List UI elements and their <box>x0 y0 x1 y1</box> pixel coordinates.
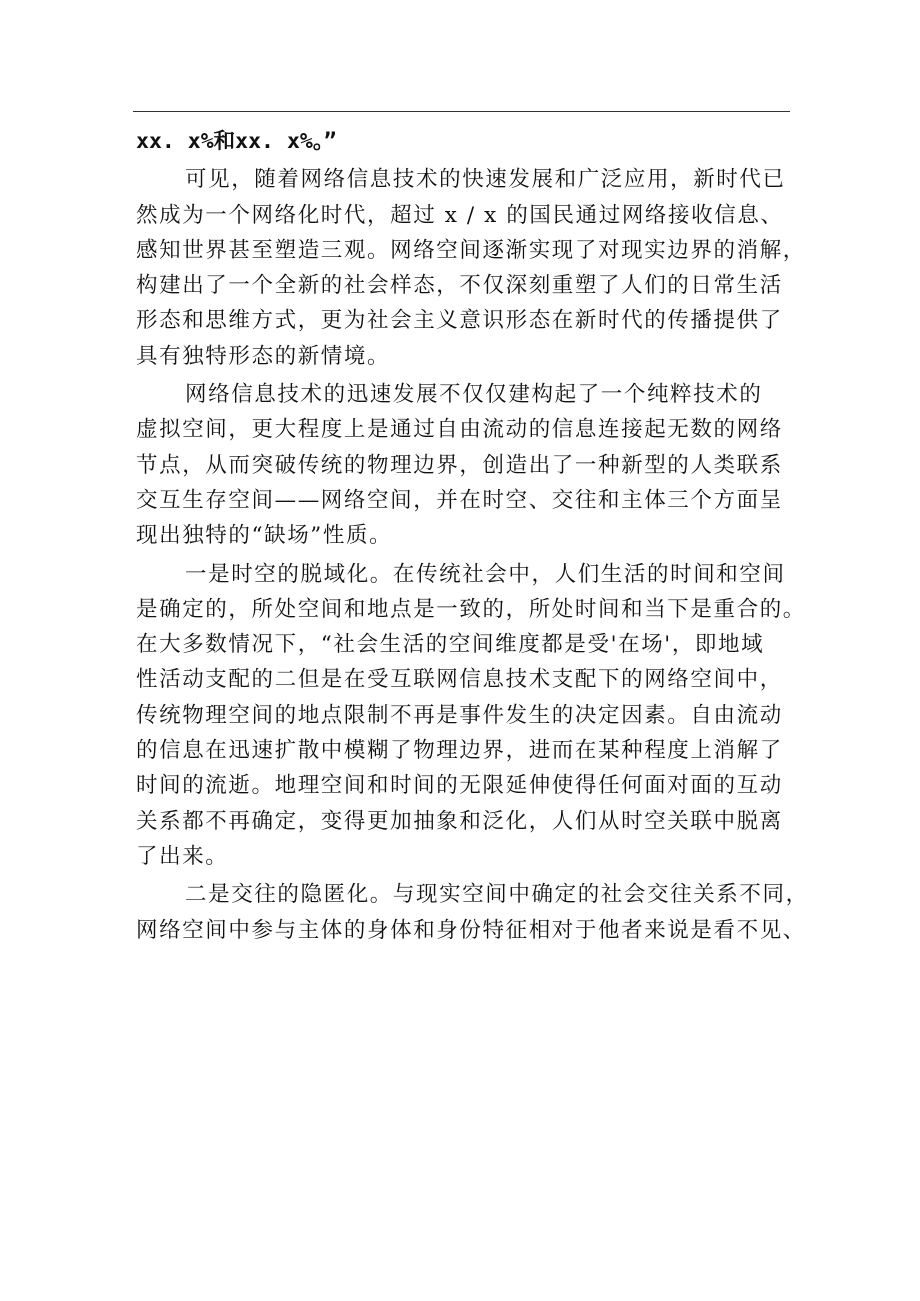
text-line: 一是时空的脱域化。在传统社会中，人们生活的时间和空间 <box>185 561 786 587</box>
header-rule <box>133 111 790 112</box>
continuation-line: xx. x%和xx. x%。” <box>136 129 337 154</box>
text-line: 现出独特的“缺场”性质。 <box>136 523 393 549</box>
paragraph-3 <box>136 557 806 875</box>
text-line: 二是交往的隐匿化。与现实空间中确定的社会交往关系不同， <box>185 882 809 908</box>
text-line: 交互生存空间——网络空间，并在时空、交往和主体三个方面呈 <box>136 487 783 513</box>
text-line: 节点，从而突破传统的物理边界，创造出了一种新型的人类联系 <box>136 452 783 478</box>
text-line: 性活动支配的二但是在受互联网信息技术支配下的网络空间中， <box>136 667 783 693</box>
body-text <box>136 124 809 948</box>
paragraph-4 <box>136 877 809 948</box>
text-line: 在大多数情况下，“社会生活的空间维度都是受'在场'，即地域 <box>136 632 765 658</box>
text-line: 传统物理空间的地点限制不再是事件发生的决定因素。自由流动 <box>136 702 783 728</box>
text-line: 可见，随着网络信息技术的快速发展和广泛应用，新时代已 <box>185 167 786 193</box>
text-line: 网络信息技术的迅速发展不仅仅建构起了一个纯粹技术的 <box>185 382 763 408</box>
text-line: 网络空间中参与主体的身体和身份特征相对于他者来说是看不见、 <box>136 917 806 943</box>
text-line: 的信息在迅速扩散中模糊了物理边界，进而在某种程度上消解了 <box>136 738 783 764</box>
text-line: 关系都不再确定，变得更加抽象和泛化，人们从时空关联中脱离 <box>136 808 783 834</box>
text-line: 时间的流逝。地理空间和时间的无限延伸使得任何面对面的互动 <box>136 773 783 799</box>
text-line: 形态和思维方式，更为社会主义意识形态在新时代的传播提供了 <box>136 308 783 334</box>
text-line: 是确定的，所处空间和地点是一致的，所处时间和当下是重合的。 <box>136 596 806 622</box>
text-line: 然成为一个网络化时代，超过 x / x 的国民通过网络接收信息、 <box>136 202 784 228</box>
text-line: 具有独特形态的新情境。 <box>136 343 391 369</box>
text-line: 感知世界甚至塑造三观。网络空间逐渐实现了对现实边界的消解， <box>136 237 806 263</box>
paragraph-2 <box>136 377 796 553</box>
paragraph-1 <box>136 162 806 374</box>
text-line: 虚拟空间，更大程度上是通过自由流动的信息连接起无数的网络 <box>136 417 783 443</box>
text-line: 了出来。 <box>136 843 229 869</box>
text-line: 构建出了一个全新的社会样态，不仅深刻重塑了人们的日常生活 <box>136 273 783 299</box>
